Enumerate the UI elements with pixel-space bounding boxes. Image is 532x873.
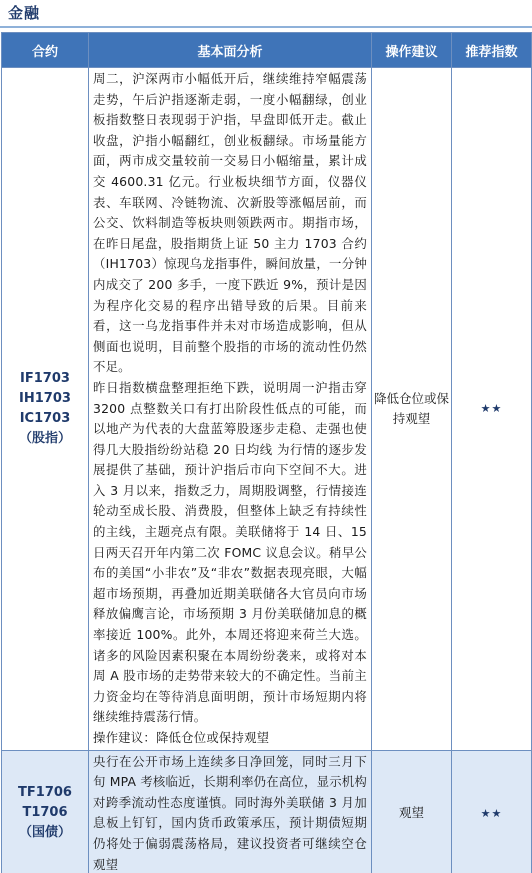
contract-code: T1706: [22, 805, 68, 821]
analysis-cell: [89, 68, 372, 751]
table-row-treasury: [2, 750, 532, 873]
contract-code: IC1703: [19, 410, 71, 426]
contract-cell: [2, 68, 89, 751]
contract-code: TF1706: [18, 785, 72, 801]
analysis-paragraph: 央行在公开市场上连续多日净回笼，同时三月下旬 MPA 考核临近，长期利率仍在高位，显示机构对跨季流动性态度谨慎。同时海外美联储 3 月加息板上钉钉，国内货币政策承压，预计期债短期仍将处于偏弱震荡格局，建议投资者可继续空仓观望: [93, 753, 367, 872]
header-rating: 推荐指数: [452, 33, 532, 68]
header-analysis: 基本面分析: [89, 33, 372, 68]
contract-category: （国债）: [18, 825, 71, 841]
contract-category: （股指）: [18, 430, 71, 446]
analysis-cell: [89, 750, 372, 873]
title-divider: [0, 26, 532, 28]
futures-table: [1, 32, 532, 873]
contract-code: IF1703: [20, 370, 70, 386]
analysis-operation-note: 操作建议：降低仓位或保持观望: [93, 730, 270, 745]
analysis-paragraph: 周二，沪深两市小幅低开后，继续维持窄幅震荡走势，午后沪指逐渐走弱，一度小幅翻绿，创业板指数整日表现弱于沪指，早盘即低开走。截止收盘，沪指小幅翻红，创业板翻绿。市场量能方面，两市成交量较前一交易日小幅缩量，累计成交 4600.31 亿元。行业板块细节方面，仪器仪表、车联网、冷链物流、次新股等涨幅居前，而公交、饮料制造等板块则领跌两市。期指市场，在昨日尾盘，股指期货上证 50 主力 1703 合约（IH1703）惊现乌龙指事件，瞬间放量，一分钟内成交了 200 多手，一度下跌近 9%，预计是因为程序化交易的程序出错导致的后果。目前来看，这一乌龙指事件并未对市场造成影响，但从侧面也说明，目前整个股指的市场的流动性仍然不足。: [93, 71, 367, 375]
table-row-stock-index: [2, 68, 532, 751]
section-title: 金融: [8, 4, 41, 22]
contract-cell: [2, 750, 89, 873]
rating-stars: ★★: [452, 68, 532, 751]
contract-code: IH1703: [19, 390, 71, 406]
analysis-paragraph: 昨日指数横盘整理拒绝下跌，说明周一沪指击穿 3200 点整数关口有打出阶段性低点的可能，而以地产为代表的大盘蓝筹股逐步走稳、走强也使得几大股指纷纷站稳 20 日均线 为行情的逐步发展提供了基础，预计沪指后市向下空间不大。进入 3 月以来，指数乏力，周期股调整，行情接连轮动至成长股、消费股，但整体上缺乏有持续性的主线，主题亮点有限。美联储将于 14 日、15 日两天召开年内第二次 FOMC 议息会议。稍早公布的美国“小非农”及“非农”数据表现亮眼，大幅超市场预期，再叠加近期美联储各大官员向市场释放偏鹰言论，市场预期 3 月份美联储加息的概率接近 100%。此外，本周还将迎来荷兰大选。诸多的风险因素积聚在本周纷纷袭来，或将对本周 A 股市场的走势带来较大的不确定性。当前主力资金均在等待消息面明朗，预计市场短期内将继续维持震荡行情。: [93, 379, 367, 725]
operation-cell: 观望: [372, 750, 452, 873]
header-operation: 操作建议: [372, 33, 452, 68]
operation-cell: 降低仓位或保持观望: [372, 68, 452, 751]
table-header-row: [2, 33, 532, 68]
header-contract: 合约: [2, 33, 89, 68]
rating-stars: ★★: [452, 750, 532, 873]
